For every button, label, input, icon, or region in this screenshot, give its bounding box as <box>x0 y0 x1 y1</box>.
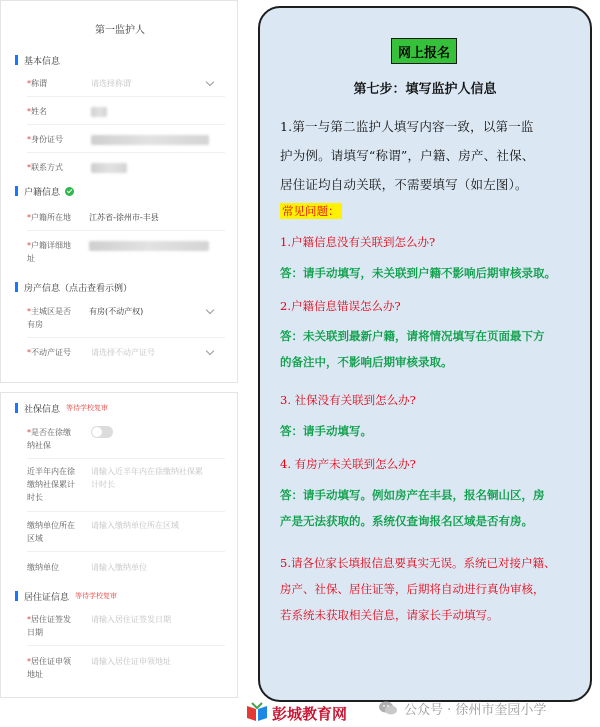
blurred-value <box>89 241 209 251</box>
instruction-card <box>258 6 592 702</box>
answer-1: 答：请手动填写，未关联到户籍不影响后期审核录取。 <box>280 266 556 280</box>
status-badge: 等待学校复审 <box>75 592 118 600</box>
basic-info-section: 基本信息 <box>15 53 60 67</box>
property-cert-select[interactable]: 请选择不动产证号 <box>91 348 155 357</box>
property-section[interactable]: 房产信息（点击查看示例） <box>15 280 132 294</box>
apply-address-input[interactable]: 请输入居住证申领地址 <box>91 657 171 666</box>
title-select[interactable]: 请选择称谓 <box>91 79 131 88</box>
check-circle-icon <box>65 187 74 196</box>
unit-area-input[interactable]: 请输入缴纳单位所在区域 <box>91 521 179 530</box>
residence-section: 居住证信息 等待学校复审 <box>15 589 117 603</box>
recent-year-input[interactable]: 请输入近半年内在徐缴纳社保累 计时长 <box>91 467 203 489</box>
online-registration-badge: 网上报名 <box>391 38 457 64</box>
social-form-screenshot: 社保信息 等待学校复审 *是否在徐缴 纳社保 近半年内在徐 缴纳社保累计 时长 请输入近半年内在徐缴纳社保累 计时长 缴纳单位所在 区域 请输入缴纳单位所在区域 缴纳单位 请输入缴纳单位 居住证信息 等待学校复审 *居住证签发 日期 请输入居住证签发日期 *居住证申领 地址 请输入居住证申领地址 <box>0 392 238 698</box>
question-2: 2.户籍信息错误怎么办? <box>280 299 401 313</box>
hukou-section: 户籍信息 <box>15 184 74 198</box>
social-section: 社保信息 等待学校复审 <box>15 401 108 415</box>
form-title: 第一监护人 <box>95 25 145 36</box>
question-3: 3. 社保没有关联到怎么办? <box>280 393 416 407</box>
wechat-icon <box>378 700 398 716</box>
guardian-form-screenshot: 第一监护人 基本信息 *称谓 请选择称谓 *姓名 *身份证号 *联系方式 户籍信息 *户籍所在地 江苏省-徐州市-丰县 *户籍详细地 址 房产信息（点击查看示例） *主城区是否 有房 有房(不动产权) *不动产证号 请选择不动产证号 <box>0 0 238 383</box>
social-toggle[interactable] <box>91 426 113 438</box>
blurred-value <box>91 135 209 145</box>
blurred-value <box>91 107 107 117</box>
answer-3: 答：请手动填写。 <box>280 424 372 438</box>
book-logo-icon <box>246 702 268 722</box>
question-1: 1.户籍信息没有关联到怎么办? <box>280 235 436 249</box>
logo-text: 彭城教育网 <box>272 705 348 723</box>
account-watermark: 公众号 · 徐州市奎园小学 <box>404 703 547 718</box>
step-title: 第七步：填写监护人信息 <box>353 82 497 97</box>
answer-4: 答：请手动填写。例如房产在丰县，报名铜山区，房 产是无法获取的。系统仅查询报名区域是否有房。 <box>280 488 545 528</box>
question-4: 4. 有房产未关联到怎么办? <box>280 457 416 471</box>
unit-input[interactable]: 请输入缴纳单位 <box>91 563 147 572</box>
issue-date-input[interactable]: 请输入居住证签发日期 <box>91 615 171 624</box>
intro-text: 1.第一与第二监护人填写内容一致，以第一监 护为例。请填写“称谓”，户籍、房产、社保、 居住证均自动关联，不需要填写（如左图）。 <box>280 119 535 192</box>
status-badge: 等待学校复审 <box>66 404 109 412</box>
blurred-value <box>91 163 127 173</box>
faq-heading: 常见问题： <box>282 204 340 218</box>
notice-text: 5.请各位家长填报信息要真实无误。系统已对接户籍、 房产、社保、居住证等，后期将自动进行真伪审核， 若系统未获取相关信息，请家长手动填写。 <box>280 556 556 622</box>
answer-2: 答：未关联到最新户籍，请将情况填写在页面最下方 的备注中，不影响后期审核录取。 <box>280 329 545 369</box>
